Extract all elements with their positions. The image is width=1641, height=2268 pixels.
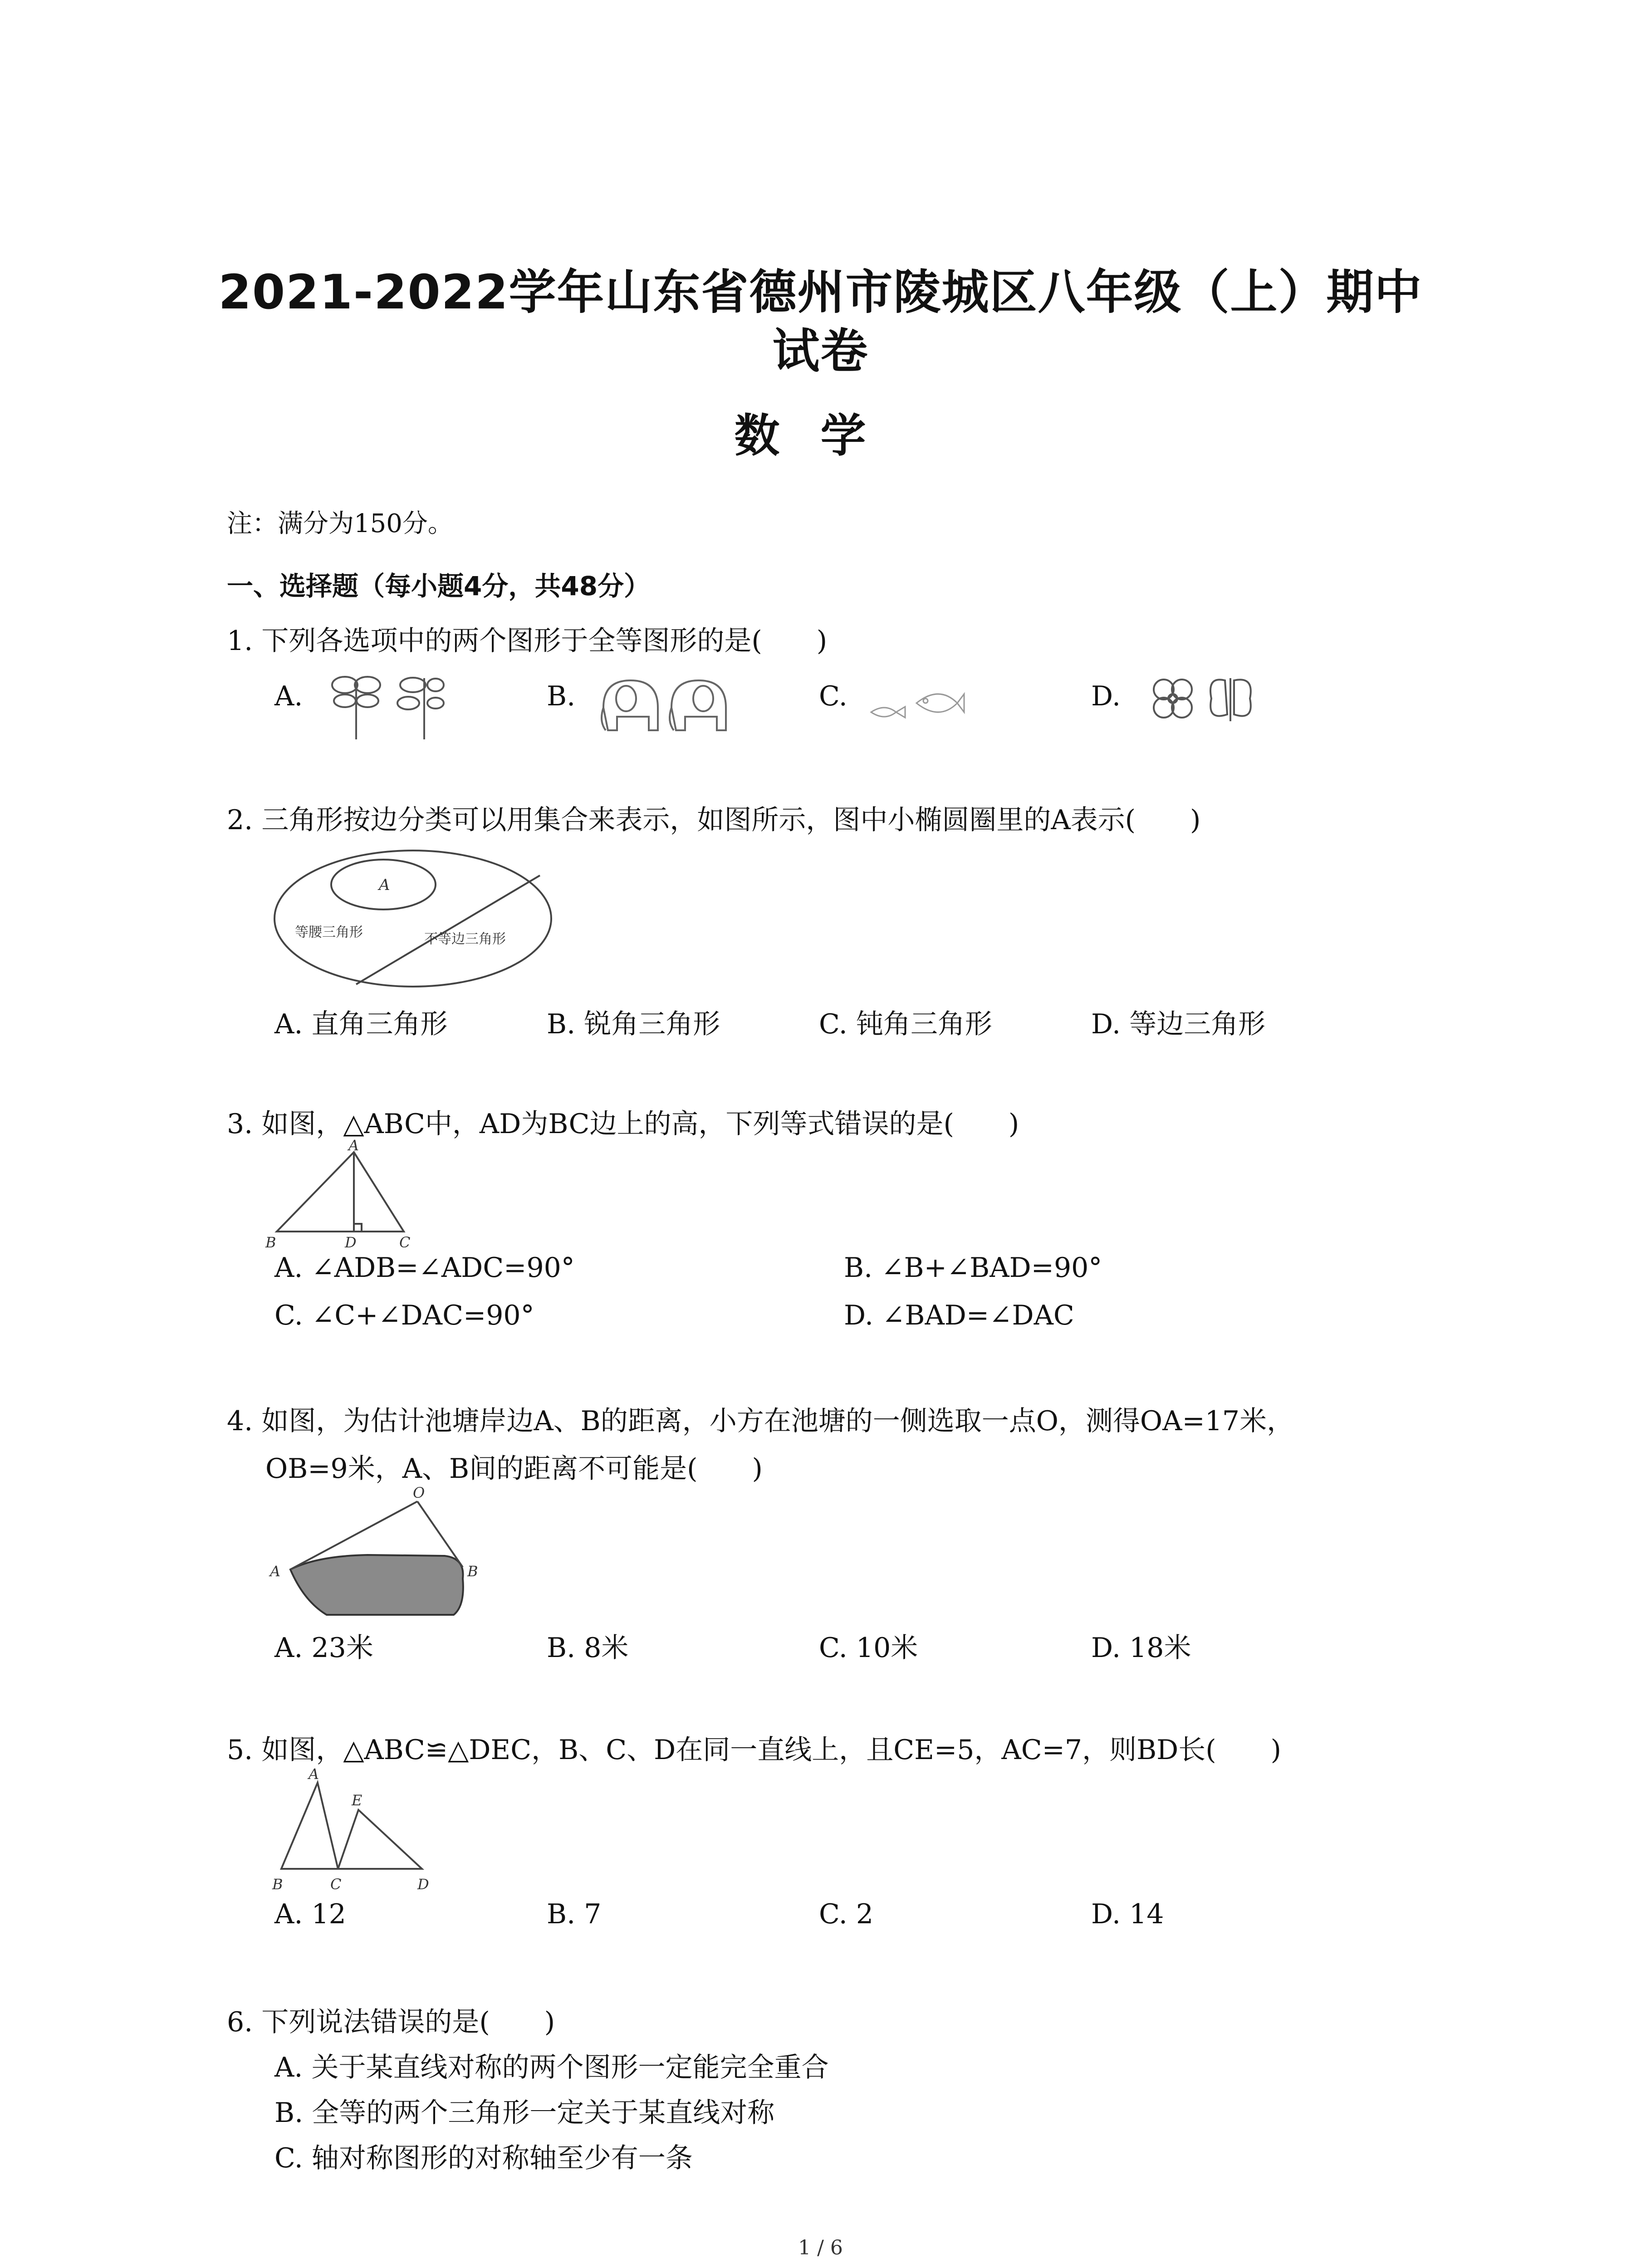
question-2-option-a: A. 直角三角形 bbox=[274, 1008, 448, 1040]
question-3-option-a: A. ∠ADB=∠ADC=90° bbox=[274, 1252, 575, 1284]
label-b: B bbox=[272, 1876, 283, 1893]
label-d: D bbox=[417, 1876, 429, 1893]
question-4-stem-line2: OB=9米，A、B间的距离不可能是( ) bbox=[265, 1453, 763, 1485]
question-1-option-b: B. bbox=[547, 680, 576, 712]
question-4-option-c: C. 10米 bbox=[819, 1632, 918, 1664]
question-2-option-d: D. 等边三角形 bbox=[1091, 1008, 1266, 1040]
question-2-option-b: B. 锐角三角形 bbox=[547, 1008, 720, 1040]
question-5-option-b: B. 7 bbox=[547, 1898, 602, 1930]
figure-label-isosceles: 等腰三角形 bbox=[295, 924, 363, 940]
label-c: C bbox=[330, 1876, 342, 1893]
question-6-option-a: A. 关于某直线对称的两个图形一定能完全重合 bbox=[274, 2052, 829, 2083]
question-6-stem: 6. 下列说法错误的是( ) bbox=[227, 2006, 555, 2038]
subject-heading: 数学 bbox=[734, 409, 907, 462]
question-6-option-b: B. 全等的两个三角形一定关于某直线对称 bbox=[274, 2097, 775, 2129]
label-a: A bbox=[270, 1563, 281, 1580]
label-a: A bbox=[348, 1139, 359, 1154]
question-3-option-d: D. ∠BAD=∠DAC bbox=[844, 1300, 1074, 1331]
question-1-stem: 1. 下列各选项中的两个图形于全等图形的是( ) bbox=[227, 625, 828, 657]
triangle-classification-figure bbox=[268, 844, 558, 993]
question-2-stem: 2. 三角形按边分类可以用集合来表示，如图所示，图中小椭圆圈里的A表示( ) bbox=[227, 804, 1201, 836]
question-6-option-c: C. 轴对称图形的对称轴至少有一条 bbox=[274, 2142, 693, 2174]
question-4-option-b: B. 8米 bbox=[547, 1632, 629, 1664]
label-b: B bbox=[265, 1234, 276, 1247]
question-3-option-b: B. ∠B+∠BAD=90° bbox=[844, 1252, 1102, 1284]
fish-pair-icon bbox=[867, 671, 966, 735]
question-5-option-d: D. 14 bbox=[1091, 1898, 1164, 1930]
score-note: 注：满分为150分。 bbox=[227, 509, 453, 538]
question-4-stem-line1: 4. 如图，为估计池塘岸边A、B的距离，小方在池塘的一侧选取一点O，测得OA=17米， bbox=[227, 1405, 1294, 1437]
label-c: C bbox=[399, 1234, 411, 1247]
question-5-stem: 5. 如图，△ABC≌△DEC，B、C、D在同一直线上，且CE=5，AC=7，则BD长( ) bbox=[227, 1734, 1282, 1766]
label-d: D bbox=[345, 1234, 357, 1247]
congruent-triangles-figure bbox=[263, 1760, 454, 1896]
exam-title-line2: 试卷 bbox=[772, 323, 869, 379]
question-4-option-a: A. 23米 bbox=[274, 1632, 373, 1664]
elephant-pair-icon bbox=[599, 667, 740, 739]
question-1-option-a: A. bbox=[274, 680, 303, 712]
question-2-option-c: C. 钝角三角形 bbox=[819, 1008, 992, 1040]
question-1-option-d: D. bbox=[1091, 680, 1121, 712]
flower-butterfly-pair-icon bbox=[1143, 671, 1261, 730]
pond-distance-figure bbox=[263, 1479, 499, 1624]
triangle-abc-altitude-figure bbox=[263, 1139, 426, 1247]
label-e: E bbox=[352, 1792, 362, 1809]
question-1-option-c: C. bbox=[819, 680, 847, 712]
section-heading-choice: 一、选择题（每小题4分，共48分） bbox=[227, 571, 651, 601]
label-a: A bbox=[309, 1765, 319, 1783]
question-5-option-a: A. 12 bbox=[274, 1898, 346, 1930]
page-number: 1 / 6 bbox=[798, 2236, 843, 2259]
exam-title-line1: 2021-2022学年山东省德州市陵城区八年级（上）期中 bbox=[218, 264, 1423, 320]
label-o: O bbox=[413, 1484, 425, 1501]
question-4-option-d: D. 18米 bbox=[1091, 1632, 1191, 1664]
question-5-option-c: C. 2 bbox=[819, 1898, 874, 1930]
figure-label-a: A bbox=[379, 876, 390, 894]
dragonfly-pair-icon bbox=[327, 667, 445, 744]
question-3-stem: 3. 如图，△ABC中，AD为BC边上的高，下列等式错误的是( ) bbox=[227, 1108, 1019, 1140]
question-3-option-c: C. ∠C+∠DAC=90° bbox=[274, 1300, 534, 1331]
label-b: B bbox=[467, 1563, 478, 1580]
figure-label-scalene: 不等边三角形 bbox=[424, 931, 506, 947]
